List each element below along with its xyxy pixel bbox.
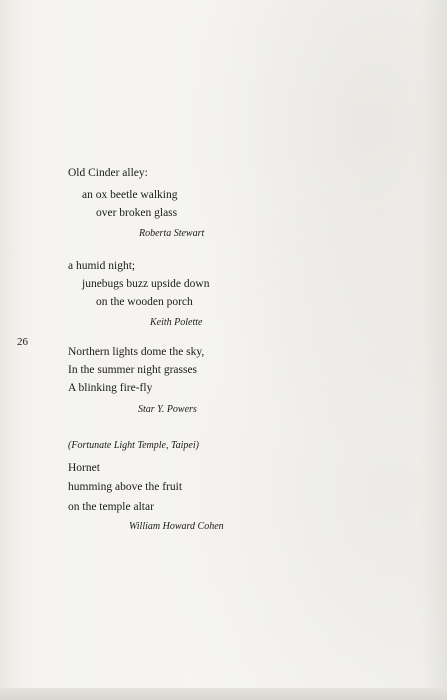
poem-line: Northern lights dome the sky, xyxy=(68,346,205,358)
poem-line: junebugs buzz upside down xyxy=(82,278,210,290)
poem-line: over broken glass xyxy=(96,207,178,219)
poem-line: a humid night; xyxy=(68,260,136,272)
page-number: 26 xyxy=(17,336,28,348)
poem-author: William Howard Cohen xyxy=(129,521,224,532)
poem-line: on the temple altar xyxy=(68,501,154,513)
poem-author: Keith Polette xyxy=(150,317,203,328)
poem-line: Old Cinder alley: xyxy=(68,167,148,179)
poem-author: Star Y. Powers xyxy=(138,404,197,415)
poem-author: Roberta Stewart xyxy=(139,228,205,239)
poem-line: Hornet xyxy=(68,462,100,474)
poem-subtitle: (Fortunate Light Temple, Taipei) xyxy=(68,440,199,451)
poem-line: an ox beetle walking xyxy=(82,189,178,201)
poem-line: A blinking fire-fly xyxy=(68,382,153,394)
poem-line: In the summer night grasses xyxy=(68,364,198,376)
poem-line: on the wooden porch xyxy=(96,296,193,308)
page-bottom-edge xyxy=(0,688,447,700)
poem-line: humming above the fruit xyxy=(68,481,183,493)
